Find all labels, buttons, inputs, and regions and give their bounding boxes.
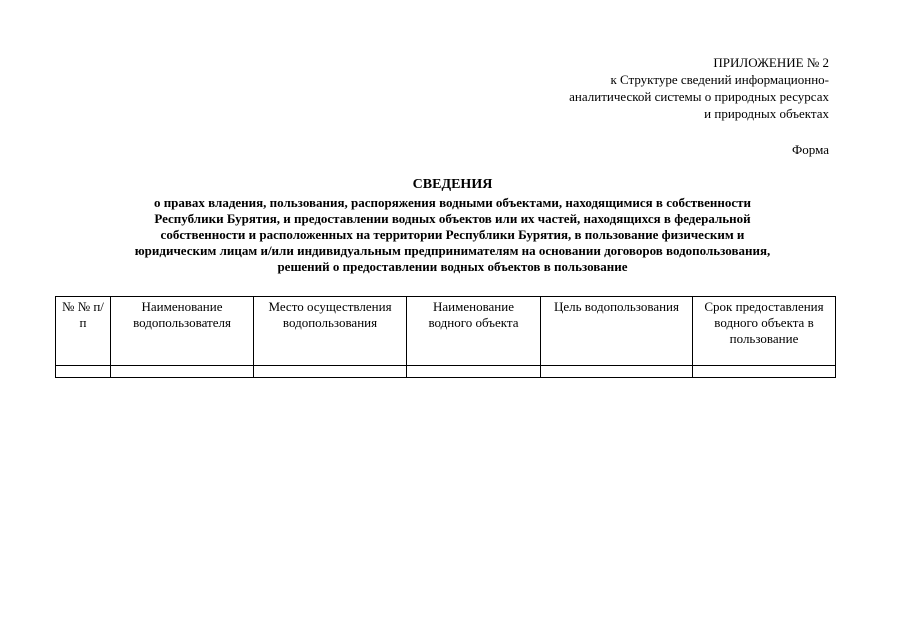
- table-cell: [111, 366, 254, 378]
- subtitle-line-4: юридическим лицам и/или индивидуальным предпринимателям на основании договоров водопользования,: [134, 243, 771, 258]
- subtitle-line-1: о правах владения, пользования, распоряжения водными объектами, находящимися в собственности: [153, 195, 752, 210]
- water-use-table: [55, 296, 836, 378]
- column-header-place: Место осуществления водопользования: [254, 297, 407, 366]
- subtitle-line-5: решений о предоставлении водных объектов в пользование: [277, 259, 628, 274]
- column-header-purpose: Цель водопользования: [541, 297, 693, 366]
- appendix-reference-line-2: аналитической системы о природных ресурсах: [569, 89, 829, 104]
- column-header-term: Срок предоставления водного объекта в пользование: [693, 297, 836, 366]
- column-header-water-user: Наименование водопользователя: [111, 297, 254, 366]
- document-title: СВЕДЕНИЯ: [412, 177, 493, 192]
- document-subtitle: [0, 195, 905, 275]
- column-header-water-object: Наименование водного объекта: [407, 297, 541, 366]
- table-cell: [541, 366, 693, 378]
- table-cell: [693, 366, 836, 378]
- subtitle-line-3: собственности и расположенных на территории Республики Бурятия, в пользование физическим и: [160, 227, 745, 242]
- appendix-number: ПРИЛОЖЕНИЕ № 2: [713, 55, 829, 70]
- column-header-number: № № п/п: [56, 297, 111, 366]
- appendix-reference-line-3: и природных объектах: [704, 106, 829, 121]
- form-label: Форма: [792, 142, 829, 157]
- table-cell: [56, 366, 111, 378]
- table-header-row: [56, 297, 836, 366]
- table-cell: [407, 366, 541, 378]
- subtitle-line-2: Республики Бурятия, и предоставлении водных объектов или их частей, находящихся в федеральной: [154, 211, 751, 226]
- table-cell: [254, 366, 407, 378]
- table-row: [56, 366, 836, 378]
- appendix-reference-line-1: к Структуре сведений информационно-: [610, 72, 829, 87]
- appendix-header: [569, 54, 829, 122]
